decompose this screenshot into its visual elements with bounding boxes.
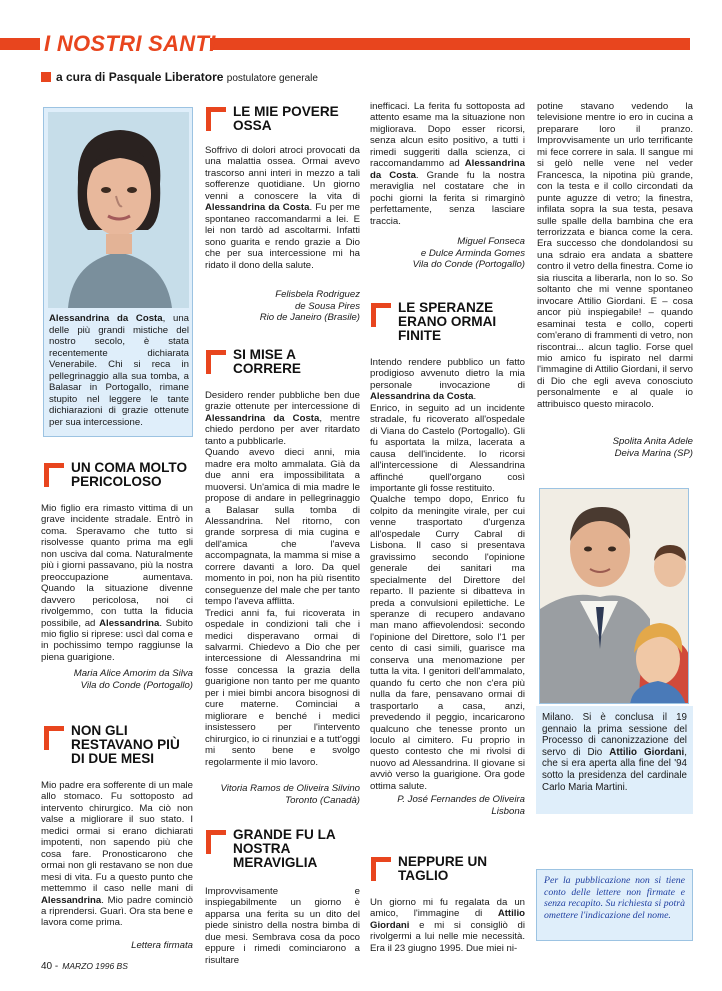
heading-mark-icon — [206, 107, 228, 131]
article-taglio-body — [370, 897, 525, 954]
sig-line: Rio de Janeiro (Brasile) — [259, 312, 360, 324]
text-bold: Alessandrina da Costa — [370, 391, 474, 403]
article-meraviglia-signature — [370, 236, 525, 271]
text-run: inefficaci. La ferita fu sottoposta ad attento esame ma la situazione non migliorava. Dopo esser ricorsi, senza alcun esito positivo, a tutti i rimedi suggeriti dalla scienza, ci raccomandammo ad — [370, 101, 525, 170]
heading-mark-icon — [206, 350, 228, 374]
heading-mark-icon — [44, 726, 66, 750]
article-speranze-signature — [370, 794, 525, 817]
heading-povere — [206, 105, 356, 133]
text-run: , che si era aperta alla fine del '94 sotto la presidenza del cardinale Carlo Maria Martini. — [542, 746, 687, 793]
heading-coma-title: UN COMA MOLTO PERICOLOSO — [71, 460, 188, 489]
heading-mark-icon — [371, 857, 393, 881]
giordani-caption — [542, 712, 687, 793]
article-correre-p3: Tredici anni fa, fui ricoverata in ospedale in condizioni tali che i medici disperavano ormai di salvarmi. Chiedevo a Dio che per intercessione di Alessandrina mi fosse concessa la grazia della guarigione non tanto per me quanto per i miei bimbi ancora bisognosi di cure materne. Cominciai a migliorare e benché i medici insistessero per l'intervento chirurgico, io ci rinunziai e a tutt'oggi mi sento bene e svolgo regolarmente il mio lavoro. — [205, 607, 360, 768]
text-run: Un giorno mi fu regalata da un amico, l'immagine di — [370, 897, 525, 920]
giordani-illustration — [539, 488, 689, 704]
article-mesi-p1-end: . Mio padre cominciò a riprendersi. Guarì. Ora sta bene e lavora come prima. — [41, 894, 193, 929]
text-run: . — [473, 391, 477, 403]
page-footer — [41, 961, 128, 972]
article-mesi-signature — [41, 940, 193, 952]
text-bold: Attilio Giordani — [609, 746, 685, 758]
article-povere-bold: Alessandrina da Costa — [205, 202, 310, 214]
article-speranze-body — [370, 357, 525, 792]
heading-meraviglia-title: GRANDE FU LA NOSTRA MERAVIGLIA — [233, 827, 336, 870]
text-run: e mi si consigliò di rivolgermi a lui nelle mie necessità. Era il 23 giugno 1995. Due miei ni- — [370, 919, 525, 954]
heading-povere-title: LE MIE POVERE OSSA — [233, 104, 339, 133]
heading-correre — [206, 348, 356, 376]
sig-line: Spolita Anita Adele — [612, 436, 693, 447]
heading-taglio-title: NEPPURE UN TAGLIO — [398, 854, 488, 883]
heading-meraviglia — [206, 828, 356, 870]
heading-mark-icon — [206, 830, 228, 854]
editorial-note: Per la pubblicazione non si tiene conto delle lettere non firmate e senza recapito. Su richiesta si potrà omettere l'indicazione del nome. — [536, 869, 693, 941]
heading-speranze-title: LE SPERANZE ERANO ORMAI FINITE — [398, 300, 497, 343]
article-correre-p1 — [205, 390, 360, 447]
text-bold: Alessandrina da Costa — [205, 412, 320, 424]
section-title: I NOSTRI SANTI — [44, 31, 216, 56]
sig-line: Vitoria Ramos de Oliveira Silvino — [220, 783, 360, 794]
sig-line: de Sousa Pires — [294, 300, 360, 312]
sig-line: P. José Fernandes de Oliveira — [397, 794, 525, 805]
sig-line: e Dulce Arminda Gomes — [420, 247, 525, 259]
text-run: Milano. Si è conclusa il 19 gennaio la prima sessione del Processo di canonizzazione del servo di Dio — [542, 712, 687, 758]
article-correre-p2: Quando avevo dieci anni, mia madre era molto ammalata. Già da due anni era impossibilitata a muoversi. Un'amica di mia madre le propose di andare in pellegrinaggio a Balasar sulla tomba di Alessandrina. Nel ritorno, con grande sorpresa di mia cugina e dell'amica che l'aveva accompagnata, la mamma si mise a correre davanti a loro. Da quel momento in poi, non ha più risentito conseguenze del male che per tanto tempo l'aveva afflitta. — [205, 447, 360, 608]
article-speranze-p2: Enrico, in seguito ad un incidente stradale, fu ricoverato all'ospedale di Viana do Castelo (Portogallo). Gli fu asportata la milza, lacerata a causa dell'incidente. Io ricorsi all'intercessione di Alessandrina affinché quell'organo così importante gli fosse restituito. — [370, 402, 525, 494]
article-meraviglia-body — [205, 886, 360, 966]
article-meraviglia-p1: Improvvisamente e inspiegabilmente un giorno è apparsa una ferita su un dito del piede sinistro della nostra bimba di due mesi. Sembrava cosa da poco eppure i rimedi cominciarono a risultare — [205, 886, 360, 966]
sig-line: Miguel Fonseca — [457, 236, 525, 247]
heading-mesi — [44, 724, 194, 766]
text-run: . Grande fu la nostra meraviglia nel costatare che in pochi giorni la ferita si rimarginò perfettamente, senza lasciare traccia. — [370, 169, 525, 227]
heading-mesi-title: NON GLI RESTAVANO PIÙ DI DUE MESI — [71, 723, 180, 766]
article-coma-p1-end: . Subito mio figlio si riprese: uscì dal coma e in pochissimo tempo raggiunse la piena guarigione. — [41, 617, 193, 663]
curator-line — [41, 70, 318, 86]
sig-line: Toronto (Canadà) — [285, 794, 360, 806]
article-correre-body — [205, 390, 360, 768]
heading-speranze — [371, 301, 526, 343]
sig-line: Felisbela Rodriguez — [275, 289, 360, 300]
text-run: Intendo rendere pubblico un fatto prodigioso avvenuto dietro la mia personale invocazione di — [370, 357, 525, 391]
sig-line: Vila do Conde (Portogallo) — [80, 679, 193, 691]
sig-line: Deiva Marina (SP) — [614, 447, 693, 459]
article-coma-body — [41, 503, 193, 663]
caption-name: Alessandrina da Costa — [49, 313, 163, 324]
sig-line: Lettera firmata — [131, 940, 193, 951]
portrait-caption — [49, 313, 189, 428]
giordani-drawing — [540, 489, 689, 704]
page-number: 40 - — [41, 961, 59, 972]
article-speranze-p3: Qualche tempo dopo, Enrico fu colpito da meningite virale, per cui venne trasportato d'urgenza all'ospedale Curry Cabral di Lisbona. Il caso si presentava gravissimo secondo l'opinione generale dei sanitari ma specialmente del Direttore del reparto. Il paziente si dibatteva in preda a convulsioni epilettiche. Le speranze di recupero andavano man mano affievolendosi: secondo l'opinione del Direttore, solo l'1 per cento di casi simili, guarisce ma conserva una menomazione per tutta la vita. I genitori dell'ammalato, quando fu certo che non c'era più nulla da fare, pensavano ormai di trasportarlo a casa, anzi, prevedendo il peggio, incaricarono qualcuno che tenesse pronto un loculo al cimitero. Fu proprio in questo contesto che mi rivolsi di nuovo ad Alessandrina. Il giovane si avviò verso la guarigione. Ora gode ottima salute. — [370, 494, 525, 792]
caption-text: , una delle più grandi mistiche del nostro secolo, è stata recentemente dichiarata Venerabile. Chi si reca in pellegrinaggio alla sua tomba, a Balasar in Portogallo, rimane stupito nel leggere le tante dichiarazioni di grazie ottenute per sua intercessione. — [49, 313, 190, 428]
sig-line: Lisbona — [491, 805, 525, 817]
sig-line: Maria Alice Amorim da Silva — [73, 668, 193, 679]
sig-line: Vila do Conde (Portogallo) — [412, 259, 525, 271]
text-bold: Alessandrina da Costa — [370, 158, 525, 181]
article-taglio-cont — [537, 101, 693, 410]
text-run: Desidero render pubbliche ben due grazie ottenute per intercessione di — [205, 390, 360, 413]
heading-coma — [44, 461, 194, 489]
header-bar-right — [210, 38, 690, 50]
portrait-image — [48, 112, 189, 308]
article-mesi-body — [41, 780, 193, 929]
portrait-illustration — [48, 112, 189, 308]
article-povere-p1: Soffrivo di dolori atroci provocati da una malattia ossea. Ormai avevo trascorso anni interi in mezzo a tali sofferenze quotidiane. Un giorno venni a conoscere la vita di — [205, 145, 360, 202]
curator-name: Pasquale Liberatore — [108, 70, 224, 84]
magazine-issue: MARZO 1996 BS — [62, 961, 128, 971]
article-povere-p1-end: . Fu per me spontaneo raccomandarmi a lei. E lei non tardò ad ascoltarmi. Infatti sono guarita e rendo grazie a Dio che per sua intercessione mi ha ridato il dono della salute. — [205, 202, 360, 271]
article-povere-body — [205, 145, 360, 271]
curator-prefix: a cura di — [56, 70, 106, 84]
heading-correre-title: SI MISE A CORRERE — [233, 347, 301, 376]
article-meraviglia-cont — [370, 101, 525, 227]
article-povere-signature — [205, 289, 360, 324]
article-mesi-bold: Alessandrina — [41, 894, 102, 906]
text-bold: Attilio Giordani — [370, 908, 525, 931]
article-taglio-signature — [537, 436, 693, 459]
giordani-caption-box — [536, 706, 693, 814]
text-run: , mentre chiedo perdono per aver ritardato tanto a pubblicarle. — [205, 412, 360, 447]
heading-mark-icon — [371, 303, 393, 327]
curator-role: postulatore generale — [226, 73, 318, 84]
article-coma-bold: Alessandrina — [99, 617, 160, 629]
article-mesi-p1: Mio padre era sofferente di un male allo stomaco. Fu sottoposto ad intervento chirurgico. Ma ciò non valse a migliorare il suo stato. I medici ormai si erano dichiarati impotenti, non sapendo più che cosa fare. Pronosticarono che ormai non gli restavano se non due mesi di vita. Fu a questo punto che mettemmo il caso nelle mani di — [41, 780, 193, 895]
article-correre-signature — [205, 783, 360, 806]
bullet-square-icon — [41, 72, 51, 82]
article-coma-p1: Mio figlio era rimasto vittima di un grave incidente stradale. Entrò in coma. Speravamo che tutto si risolvesse quanto prima ma egli non usciva dal coma. Naturalmente più i giorni passavano, più la nostra preoccupazione aumentava. Quando la situazione divenne davvero pericolosa, noi ci rivolgemmo, con tutta la fiducia possibile, ad — [41, 503, 193, 629]
text-run: potine stavano vedendo la televisione mentre io ero in cucina a preparare loro il pranzo. Improvvisamente un urlo terrificante mi fece correre in sala. Il sangue mi si gelò nelle vene nel veder Francesca, la nipotina più grande, con la testa e il collo circondati da punte aguzze di vetro; la finestra, infilata sopra la sua testa, pesava sulle spalle della bambina che era terrorizzata e bianca come la cera. Era successo che dondolandosi su una sdraio era andata a sbattere contro il vetro della finestra. Come io sia riuscita a liberarla, non lo so. So soltanto che mi venne spontaneo invocare Attilio Giordani. E – cosa ancor più inspiegabile! – quando esaminai testa e collo, coperti com'erano di frammenti di vetro, non riscontrai... alcun taglio. Forse quel mio amico fu ispirato nel darmi l'immagine di Attilio Giordani, il servo di Dio che egli aveva conosciuto personalmente e al quale io attribuisco questo miracolo. — [537, 101, 693, 410]
header-bar-left — [0, 38, 40, 50]
article-coma-signature — [41, 668, 193, 691]
heading-mark-icon — [44, 463, 66, 487]
heading-taglio — [371, 855, 526, 883]
portrait-box — [43, 107, 193, 437]
article-speranze-p1 — [370, 357, 525, 403]
